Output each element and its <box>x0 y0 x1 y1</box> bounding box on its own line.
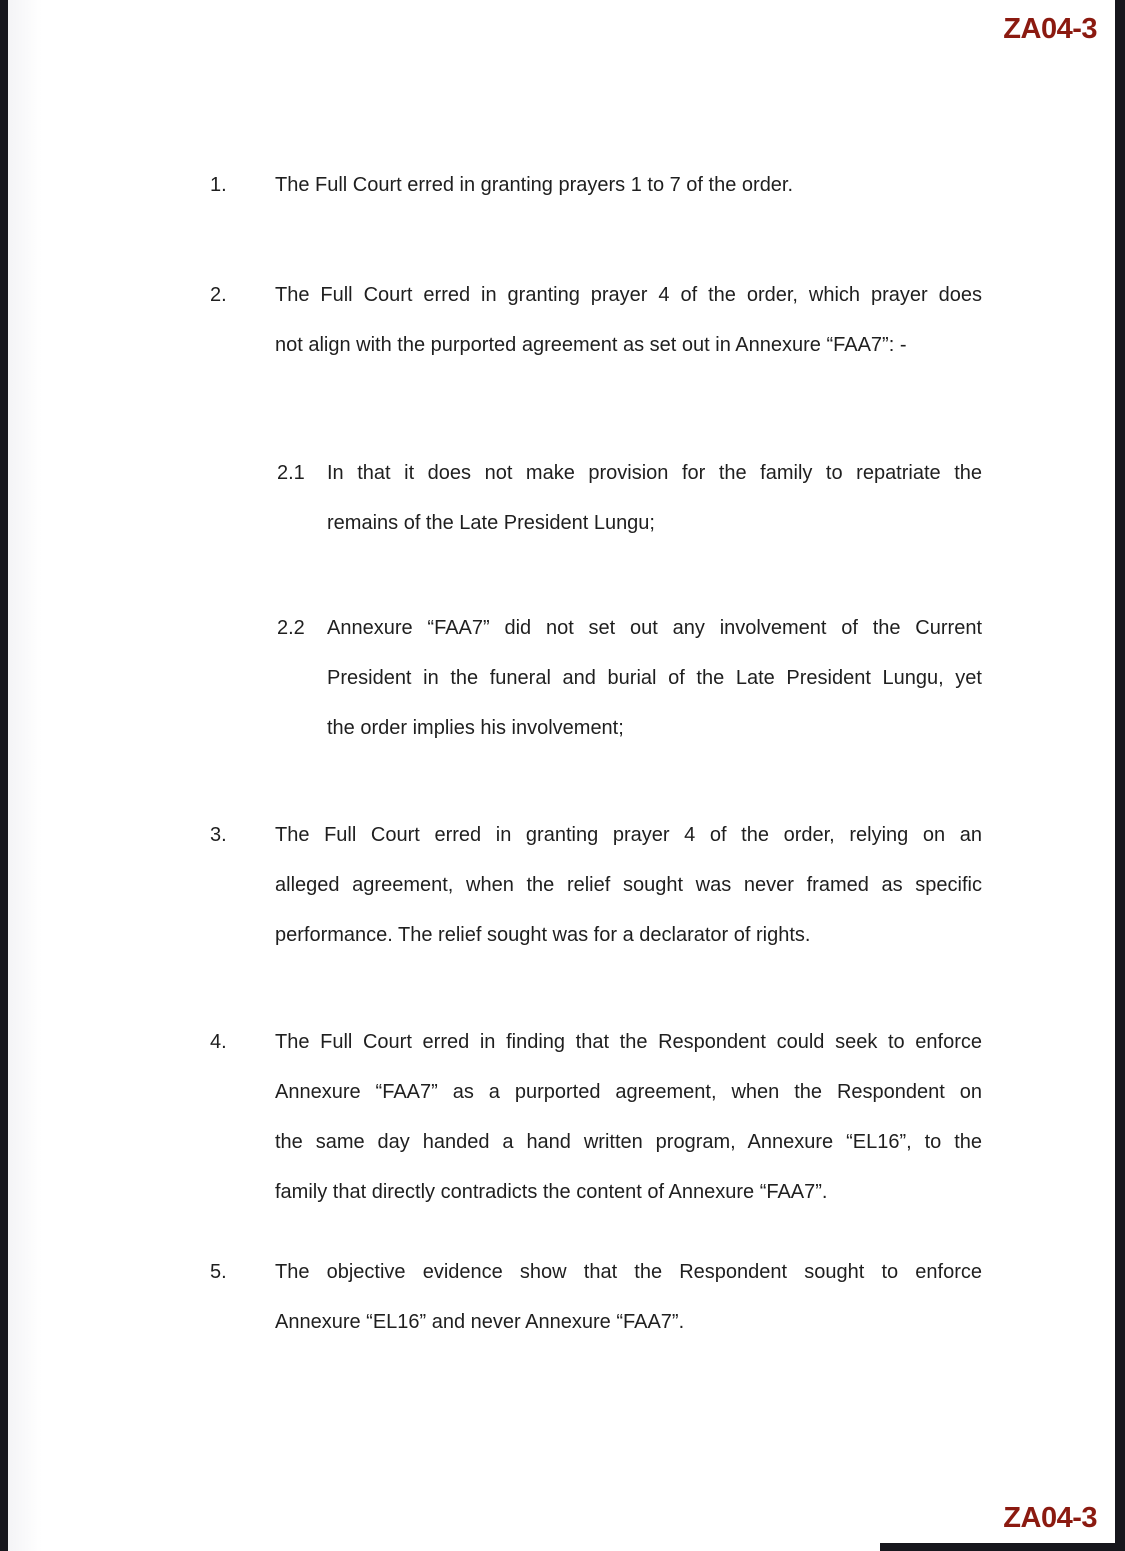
exhibit-code-footer: ZA04-3 <box>1003 1502 1097 1534</box>
item-text <box>275 810 982 960</box>
item-line: Annexure “FAA7” as a purported agreement, when the Respondent on <box>275 1081 982 1103</box>
list-item <box>210 270 982 370</box>
scan-edge-bottom-right <box>880 1543 1125 1551</box>
item-line: In that it does not make provision for the family to repatriate the <box>327 462 982 484</box>
exhibit-code-header: ZA04-3 <box>1003 13 1097 45</box>
item-line: The Full Court erred in granting prayer 4 of the order, relying on an <box>275 824 982 846</box>
list-item <box>210 1017 982 1217</box>
item-line: The Full Court erred in granting prayer 4 of the order, which prayer does <box>275 284 982 306</box>
item-number: 5. <box>210 1261 227 1283</box>
item-line: Annexure “EL16” and never Annexure “FAA7”. <box>275 1311 685 1333</box>
list-item <box>277 448 982 548</box>
item-line: The Full Court erred in finding that the Respondent could seek to enforce <box>275 1031 982 1053</box>
list-item <box>210 1247 982 1347</box>
item-number: 4. <box>210 1031 227 1053</box>
item-line: performance. The relief sought was for a declarator of rights. <box>275 924 811 946</box>
item-line: Annexure “FAA7” did not set out any involvement of the Current <box>327 617 982 639</box>
scan-edge-left <box>0 0 8 1551</box>
item-line: the order implies his involvement; <box>327 717 624 739</box>
item-text <box>327 603 982 753</box>
item-number: 3. <box>210 824 227 846</box>
item-line: alleged agreement, when the relief sought was never framed as specific <box>275 874 982 896</box>
item-text <box>275 1247 982 1347</box>
item-text <box>275 160 982 210</box>
item-line: the same day handed a hand written program, Annexure “EL16”, to the <box>275 1131 982 1153</box>
item-line: remains of the Late President Lungu; <box>327 512 655 534</box>
scan-edge-right <box>1115 0 1125 1551</box>
list-item <box>210 160 982 210</box>
page-edge-shadow <box>8 0 42 1551</box>
item-line: The Full Court erred in granting prayers 1 to 7 of the order. <box>275 174 794 196</box>
item-line: President in the funeral and burial of the Late President Lungu, yet <box>327 667 982 689</box>
item-number: 2.2 <box>277 617 305 639</box>
item-line: family that directly contradicts the content of Annexure “FAA7”. <box>275 1181 828 1203</box>
list-item <box>210 810 982 960</box>
item-number: 2.1 <box>277 462 305 484</box>
item-text <box>275 1017 982 1217</box>
item-text <box>275 270 982 370</box>
item-line: not align with the purported agreement as set out in Annexure “FAA7”: - <box>275 334 907 356</box>
item-line: The objective evidence show that the Respondent sought to enforce <box>275 1261 982 1283</box>
list-item <box>277 603 982 753</box>
item-number: 1. <box>210 174 227 196</box>
item-text <box>327 448 982 548</box>
item-number: 2. <box>210 284 227 306</box>
